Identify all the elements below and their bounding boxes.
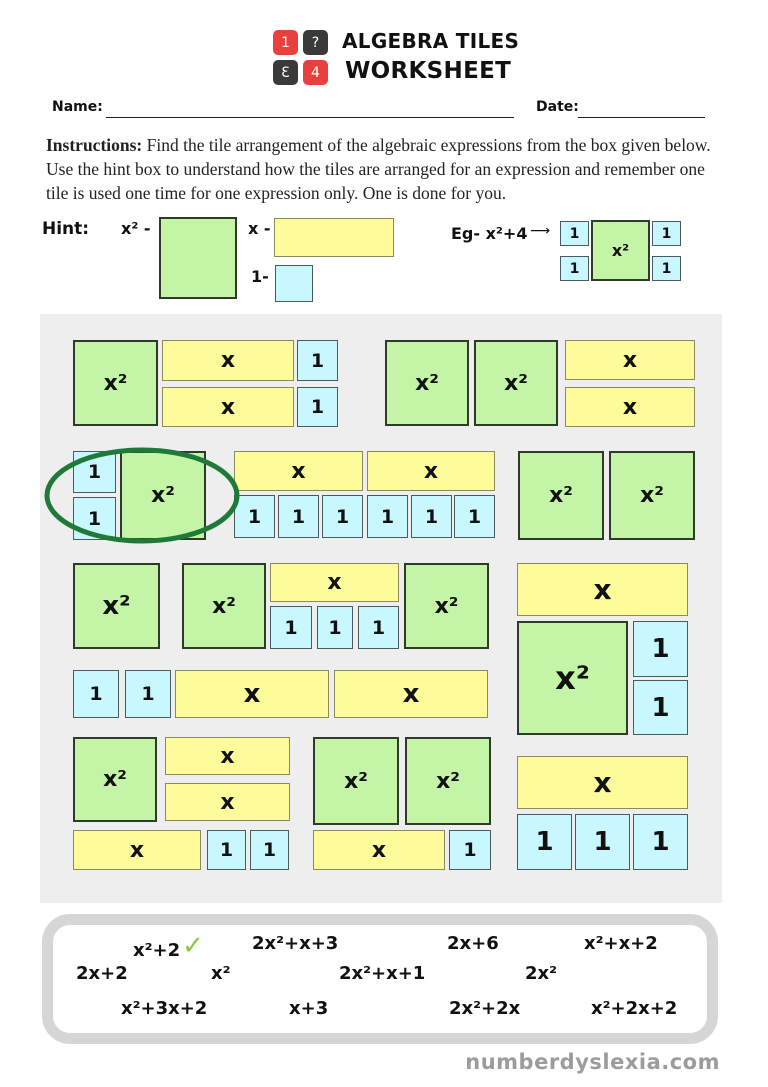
tile-label: 1 bbox=[380, 505, 395, 528]
expression-label: x²+2x+2 bbox=[591, 998, 678, 1019]
expression-label: 2x+2 bbox=[76, 963, 128, 984]
instructions-text: Find the tile arrangement of the algebraic expressions from the box given below. Use the hint box to understand how the tiles are arranged for an expression and remember one tile is used one time for one expression only. One is done for you. bbox=[46, 135, 711, 203]
tile-label: x bbox=[402, 679, 420, 709]
tile-label: x² bbox=[151, 483, 175, 508]
expression-label: 2x²+x+1 bbox=[339, 963, 426, 984]
tile-label: x² bbox=[555, 659, 590, 697]
example-expression: Eg- x²+4 bbox=[451, 224, 528, 243]
tile-label: x bbox=[622, 394, 638, 420]
tile-label: x² bbox=[103, 767, 127, 792]
expression-item[interactable] bbox=[289, 998, 328, 1019]
tile-label: x² bbox=[436, 768, 460, 794]
tile-label: x bbox=[593, 766, 612, 799]
hint-x-label: x - bbox=[248, 219, 271, 238]
tile-label: x² bbox=[434, 593, 459, 619]
checkmark-icon: ✓ bbox=[182, 931, 204, 961]
tile-label: x² bbox=[611, 241, 630, 260]
tile-label: x bbox=[243, 679, 261, 709]
expression-item[interactable] bbox=[339, 963, 425, 984]
tile-label: x bbox=[220, 394, 236, 420]
tile-label: x² bbox=[103, 370, 128, 396]
tile-label: x bbox=[291, 458, 306, 484]
expression-item[interactable] bbox=[121, 998, 207, 1019]
tile-label: 1 bbox=[328, 616, 342, 639]
title-line-2: WORKSHEET bbox=[345, 58, 512, 84]
tile-label: 1 bbox=[89, 683, 103, 705]
tile-label: x² bbox=[549, 483, 573, 508]
tile-label: 1 bbox=[284, 616, 298, 639]
expression-label: x²+x+2 bbox=[584, 933, 658, 954]
tile-label: x² bbox=[504, 370, 528, 396]
logo-digit-4: 4 bbox=[303, 60, 328, 85]
expression-label: x+3 bbox=[289, 998, 329, 1019]
title-line-1: ALGEBRA TILES bbox=[342, 29, 520, 53]
expression-item[interactable] bbox=[449, 998, 520, 1019]
tile-label: x² bbox=[344, 768, 368, 794]
tile-label: 1 bbox=[651, 692, 670, 723]
tile-label: 1 bbox=[463, 839, 477, 861]
tile-label: 1 bbox=[310, 349, 325, 372]
instructions-lead: Instructions: bbox=[46, 135, 143, 155]
tile-label: x bbox=[593, 573, 612, 606]
tile-label: x bbox=[327, 570, 342, 595]
tile-label: 1 bbox=[371, 616, 386, 639]
expression-item[interactable] bbox=[76, 963, 128, 984]
logo-digit-1: 1 bbox=[273, 30, 298, 55]
tile-label: x bbox=[220, 743, 235, 769]
tile-label: x bbox=[423, 458, 439, 484]
tile-label: 1 bbox=[87, 507, 102, 530]
expression-label: 2x² bbox=[525, 963, 558, 984]
arrow-right-icon: ⟶ bbox=[530, 223, 551, 239]
expression-item[interactable] bbox=[252, 933, 338, 954]
expression-item[interactable] bbox=[525, 963, 557, 984]
tile-label: 1 bbox=[87, 461, 102, 483]
tile-label: 1 bbox=[141, 683, 155, 705]
tile-label: x² bbox=[212, 593, 236, 619]
expression-label: 2x+6 bbox=[447, 933, 499, 954]
tile-label: x bbox=[220, 789, 235, 815]
tile-label: 1 bbox=[535, 827, 554, 857]
tile-label: x² bbox=[415, 370, 439, 396]
tile-label: 1 bbox=[219, 839, 234, 861]
tile-label: 1 bbox=[651, 827, 670, 857]
expression-item[interactable] bbox=[591, 998, 677, 1019]
tile-label: 1 bbox=[661, 260, 672, 277]
tile-label: 1 bbox=[424, 505, 439, 528]
expression-label: 2x²+x+3 bbox=[252, 933, 339, 954]
expression-item[interactable] bbox=[447, 933, 499, 954]
tile-label: 1 bbox=[467, 505, 482, 528]
logo-digit-3-mirrored: 3 bbox=[273, 60, 298, 85]
tile-label: x² bbox=[640, 483, 664, 508]
tile-label: 1 bbox=[310, 396, 325, 418]
tile-label: 1 bbox=[291, 505, 306, 528]
tile-label: 1 bbox=[569, 225, 580, 242]
tile-label: x² bbox=[102, 591, 131, 621]
tile-label: x bbox=[622, 347, 638, 373]
expression-label: 2x²+2x bbox=[449, 998, 521, 1019]
tile-label: 1 bbox=[247, 505, 262, 528]
tile-label: 1 bbox=[262, 839, 277, 861]
tile-label: 1 bbox=[569, 260, 580, 277]
hint-one-label: 1- bbox=[251, 267, 269, 286]
expression-label: x²+2 bbox=[133, 940, 181, 961]
name-label: Name: bbox=[52, 99, 103, 115]
date-label: Date: bbox=[536, 99, 579, 115]
tile-label: 1 bbox=[335, 505, 350, 528]
expression-item[interactable] bbox=[584, 933, 658, 954]
expression-item[interactable] bbox=[133, 933, 204, 963]
hint-label: Hint: bbox=[42, 219, 90, 239]
tile-label: x bbox=[129, 837, 145, 863]
tile-label: 1 bbox=[661, 225, 672, 242]
expression-label: x² bbox=[211, 963, 231, 984]
tile-label: x bbox=[220, 348, 236, 373]
tile-label: 1 bbox=[651, 634, 670, 664]
tile-label: 1 bbox=[593, 827, 612, 857]
footer-site: numberdyslexia.com bbox=[465, 1050, 720, 1074]
logo-digit-question: ? bbox=[303, 30, 328, 55]
hint-x2-label: x² - bbox=[121, 219, 151, 238]
expression-item[interactable] bbox=[211, 963, 231, 984]
tile-label: x bbox=[371, 837, 387, 863]
expression-label: x²+3x+2 bbox=[121, 998, 208, 1019]
